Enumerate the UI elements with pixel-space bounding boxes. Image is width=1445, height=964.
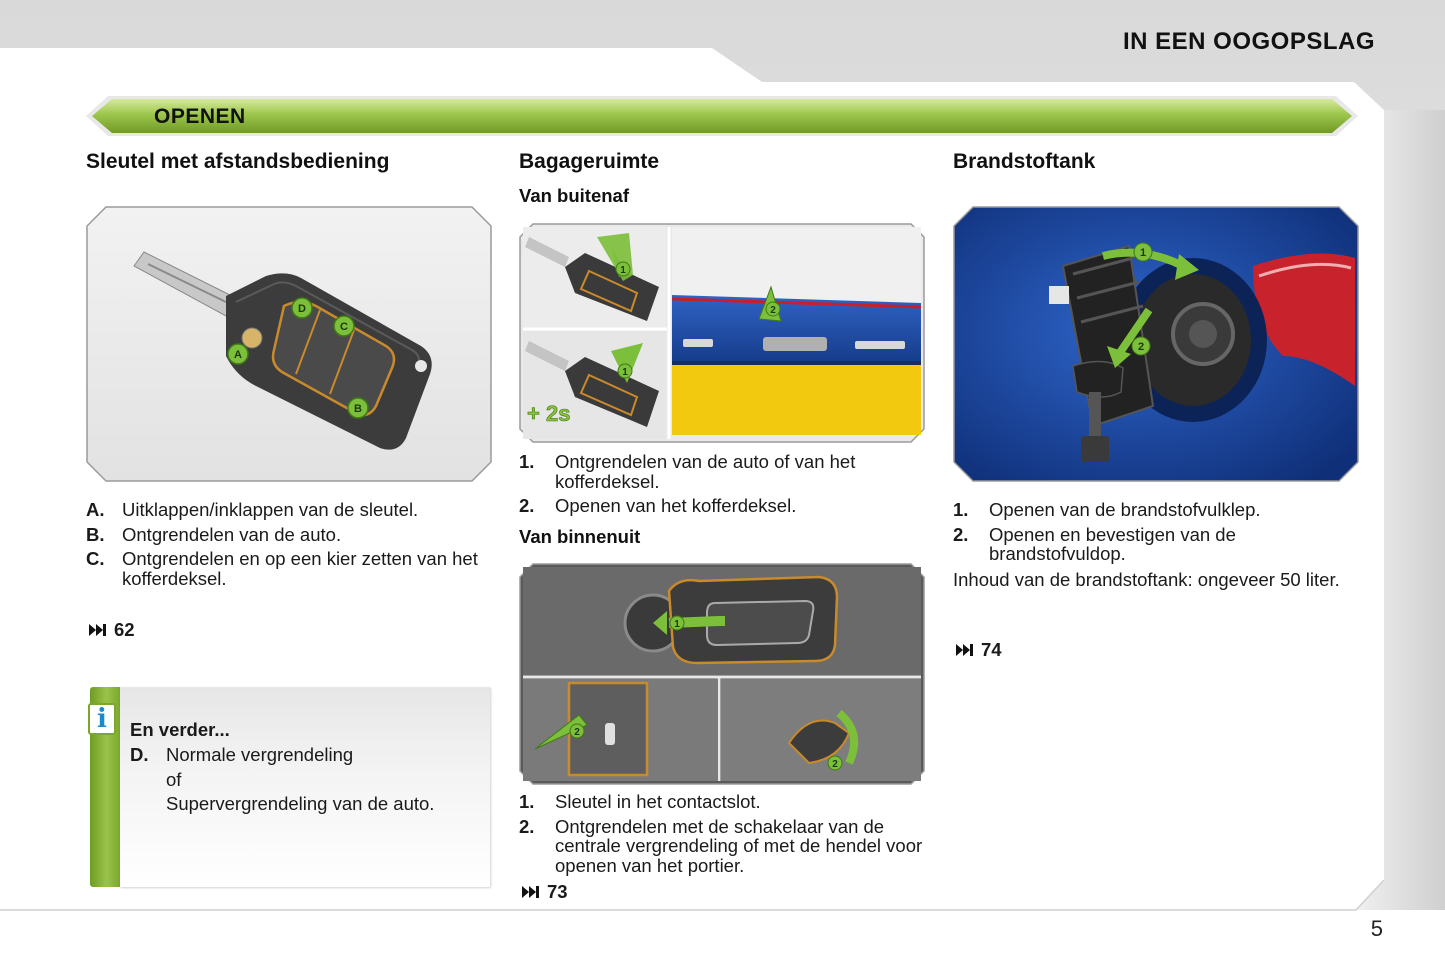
- page-reference-number: 74: [981, 639, 1002, 660]
- trunk-step-1-bottom: 1: [622, 367, 628, 378]
- page-reference-74[interactable]: [955, 639, 1002, 661]
- item-text: Ontgrendelen van de auto of van het kofferdeksel.: [555, 451, 856, 492]
- list-item: [519, 817, 925, 876]
- page-reference-62[interactable]: [88, 619, 135, 641]
- trunk-step-2-top: 2: [770, 305, 776, 316]
- info-icon: i: [88, 703, 116, 735]
- fuel-tank-illustration: [953, 206, 1359, 482]
- fuel-capacity-note: Inhoud van de brandstoftank: ongeveer 50 liter.: [953, 569, 1340, 590]
- trunk-inside-illustration: [519, 563, 925, 785]
- item-text: Ontgrendelen met de schakelaar van de centrale vergrendeling of met de hendel voor openen van het portier.: [555, 815, 923, 876]
- item-marker: 1.: [519, 791, 535, 812]
- list-item: [519, 496, 919, 516]
- remote-key-list: [86, 500, 496, 593]
- section-title: OPENEN: [154, 105, 246, 128]
- trunk-outside-list: [519, 452, 919, 521]
- key-label-c: C: [340, 321, 348, 333]
- page-number: 5: [1370, 916, 1383, 941]
- outside-subheading: Van buitenaf: [519, 185, 629, 206]
- item-marker: 1.: [953, 499, 969, 520]
- trunk-step-2-switch: 2: [574, 727, 580, 738]
- next-track-icon: [88, 623, 108, 637]
- item-text: Openen van het kofferdeksel.: [555, 495, 797, 516]
- item-text: Sleutel in het contactslot.: [555, 791, 761, 812]
- item-marker: 2.: [519, 815, 535, 837]
- list-item: [519, 792, 925, 812]
- fuel-step-2: 2: [1137, 341, 1145, 353]
- trunk-step-1-inside: 1: [674, 619, 680, 630]
- page-reference-73[interactable]: [521, 881, 568, 903]
- list-item: [86, 549, 496, 588]
- info-line-1: Normale vergrendeling: [166, 744, 354, 765]
- fuel-step-1: 1: [1139, 247, 1147, 259]
- item-marker: 2.: [953, 523, 969, 545]
- page-reference-number: 62: [114, 619, 135, 640]
- key-label-d: D: [298, 303, 306, 315]
- trunk-step-2-handle: 2: [832, 759, 838, 770]
- key-label-b: B: [354, 403, 362, 415]
- list-item: [519, 452, 919, 491]
- item-marker: A.: [86, 499, 105, 520]
- list-item: [86, 500, 496, 520]
- item-marker: 1.: [519, 451, 535, 472]
- key-label-a: A: [234, 349, 242, 361]
- list-item: [86, 525, 496, 545]
- hold-duration-label: + 2s: [527, 401, 571, 426]
- item-marker: B.: [86, 523, 105, 545]
- item-marker: D.: [130, 744, 149, 765]
- next-track-icon: [521, 885, 541, 899]
- trunk-heading: Bagageruimte: [519, 150, 660, 173]
- info-row: [130, 745, 460, 765]
- info-list: [130, 745, 460, 819]
- trunk-inside-list: [519, 792, 925, 880]
- fuel-tank-list: [953, 500, 1363, 569]
- inside-subheading: Van binnenuit: [519, 526, 641, 547]
- item-text: Uitklappen/inklappen van de sleutel.: [122, 499, 419, 520]
- info-box: [88, 685, 492, 889]
- next-track-icon: [955, 643, 975, 657]
- item-marker: 2.: [519, 495, 535, 516]
- info-heading: En verder...: [130, 719, 230, 740]
- section-banner: [86, 96, 1358, 136]
- item-text: Openen van de brandstofvulklep.: [989, 499, 1261, 520]
- page-reference-number: 73: [547, 881, 568, 902]
- trunk-step-1-top: 1: [620, 265, 626, 276]
- info-line-3: Supervergrendeling van de auto.: [166, 793, 435, 814]
- list-item: [953, 525, 1363, 564]
- item-text: Ontgrendelen en op een kier zetten van het kofferdeksel.: [122, 548, 478, 589]
- header-title: IN EEN OOGOPSLAG: [1122, 28, 1375, 55]
- item-marker: C.: [86, 548, 105, 569]
- list-item: [953, 500, 1363, 520]
- fuel-tank-heading: Brandstoftank: [953, 150, 1096, 173]
- item-text: Ontgrendelen van de auto.: [122, 523, 342, 545]
- banner-shape: [86, 96, 1358, 136]
- info-line-2: of: [166, 768, 182, 790]
- remote-key-illustration: [86, 206, 492, 482]
- remote-key-heading: Sleutel met afstandsbediening: [86, 150, 390, 173]
- trunk-outside-illustration: [519, 223, 925, 443]
- item-text: Openen en bevestigen van de brandstofvuldop.: [989, 523, 1236, 564]
